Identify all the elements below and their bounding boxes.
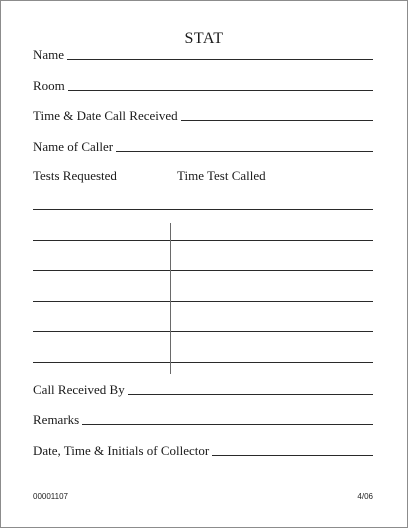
remarks-line[interactable] [82, 424, 373, 425]
call-received-by-line[interactable] [128, 394, 373, 395]
name-line[interactable] [67, 59, 373, 60]
column-divider [170, 223, 171, 374]
test-entry-line[interactable] [33, 331, 373, 332]
room-label: Room [33, 78, 65, 93]
remarks-field[interactable] [33, 410, 373, 428]
form-title: STAT [184, 30, 224, 47]
date-time-initials-collector-line[interactable] [212, 455, 373, 456]
name-of-caller-field[interactable] [33, 137, 373, 155]
room-line[interactable] [68, 90, 373, 91]
name-of-caller-line[interactable] [116, 151, 373, 152]
name-of-caller-label: Name of Caller [33, 139, 114, 154]
test-entry-line[interactable] [33, 301, 373, 302]
date-time-initials-collector-field[interactable] [33, 441, 373, 459]
form-number: 00001107 [33, 492, 68, 501]
date-time-initials-collector-label: Date, Time & Initials of Collector [33, 443, 210, 458]
name-label: Name [33, 47, 65, 62]
room-field[interactable] [33, 76, 373, 94]
call-received-by-label: Call Received By [33, 382, 125, 397]
revision-date: 4/06 [357, 492, 373, 501]
test-entry-line[interactable] [33, 362, 373, 363]
time-date-call-received-line[interactable] [181, 120, 373, 121]
time-date-call-received-field[interactable] [33, 106, 373, 124]
remarks-label: Remarks [33, 412, 80, 427]
test-entry-line[interactable] [33, 240, 373, 241]
test-entry-line[interactable] [33, 209, 373, 210]
tests-requested-header: Tests Requested [33, 168, 117, 183]
time-date-call-received-label: Time & Date Call Received [33, 108, 178, 123]
call-received-by-field[interactable] [33, 380, 373, 398]
test-entry-line[interactable] [33, 270, 373, 271]
name-field[interactable] [33, 45, 373, 63]
time-test-called-header: Time Test Called [177, 168, 266, 183]
